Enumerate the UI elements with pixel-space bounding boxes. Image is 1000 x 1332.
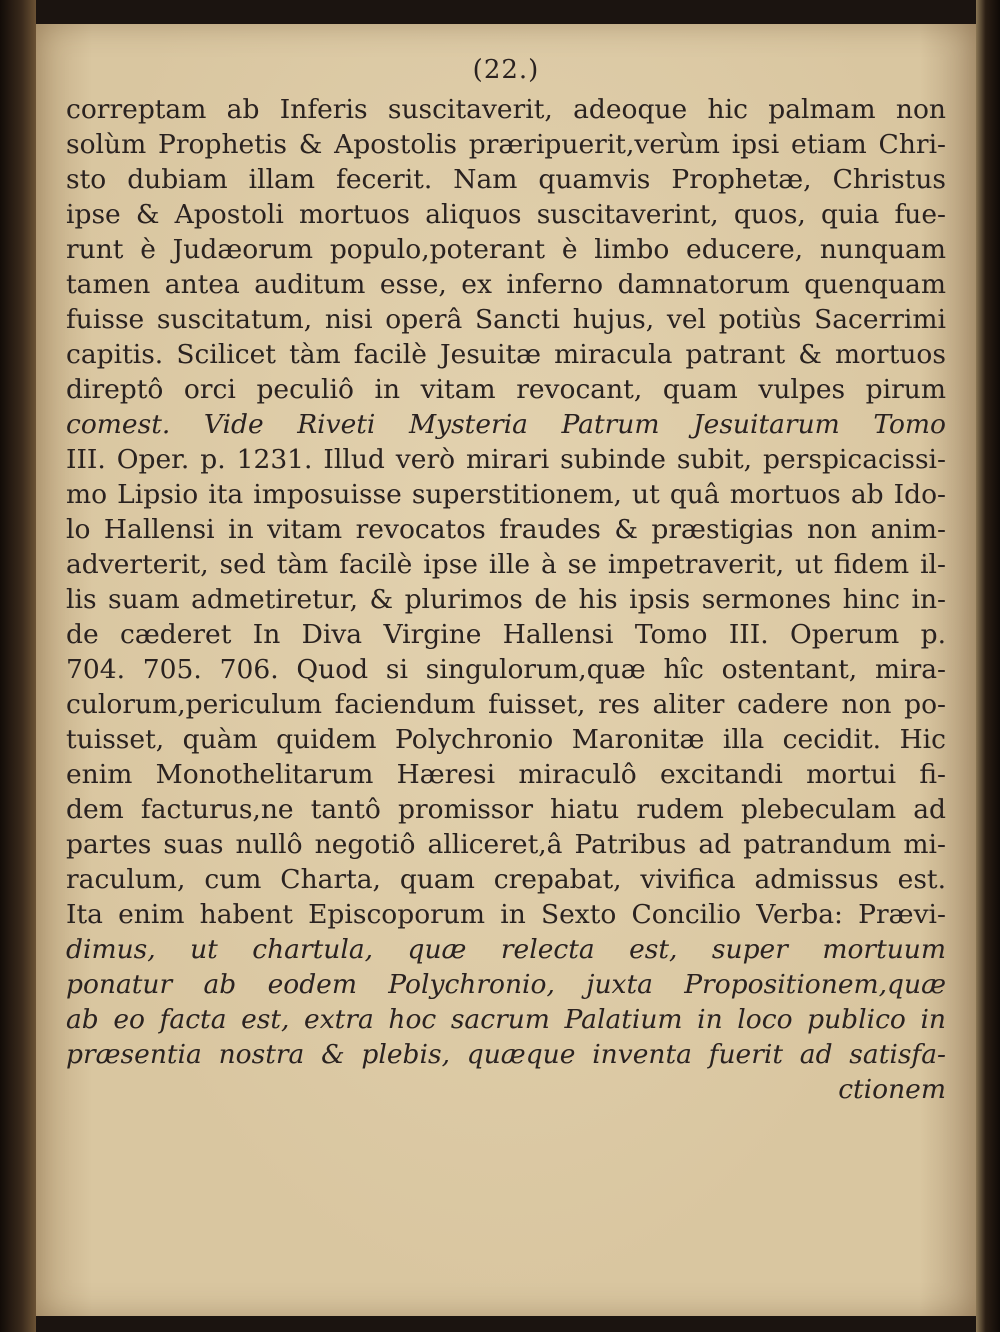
page-text-block — [66, 48, 946, 1107]
text-line: enim Monothelitarum Hæresi miraculô excitandi mortui fi- — [66, 759, 946, 790]
text-line: solùm Prophetis & Apostolis præripuerit,verùm ipsi etiam Chri- — [66, 129, 946, 160]
text-line: præsentia nostra & plebis, quæque inventa fuerit ad satisfa- — [66, 1039, 946, 1070]
text-line: correptam ab Inferis suscitaverit, adeoque hic palmam non — [66, 94, 946, 125]
text-line: direptô orci peculiô in vitam revocant, quam vulpes pirum — [66, 374, 946, 405]
text-line: 704. 705. 706. Quod si singulorum,quæ hîc ostentant, mira- — [66, 654, 946, 685]
text-line: partes suas nullô negotiô alliceret,â Patribus ad patrandum mi- — [66, 829, 946, 860]
text-line: dimus, ut chartula, quæ relecta est, super mortuum — [66, 934, 946, 965]
text-line: lo Hallensi in vitam revocatos fraudes & præstigias non anim- — [66, 514, 946, 545]
text-line: fuisse suscitatum, nisi operâ Sancti hujus, vel potiùs Sacerrimi — [66, 304, 946, 335]
text-line: de cæderet In Diva Virgine Hallensi Tomo III. Operum p. — [66, 619, 946, 650]
text-line: ab eo facta est, extra hoc sacrum Palatium in loco publico in — [66, 1004, 946, 1035]
text-line: comest. Vide Riveti Mysteria Patrum Jesuitarum Tomo — [66, 409, 946, 440]
text-line: mo Lipsio ita imposuisse superstitionem, ut quâ mortuos ab Ido- — [66, 479, 946, 510]
text-line: ipse & Apostoli mortuos aliquos suscitaverint, quos, quia fue- — [66, 199, 946, 230]
book-binding-left — [0, 0, 36, 1332]
text-line: ponatur ab eodem Polychronio, juxta Propositionem,quæ — [66, 969, 946, 1000]
text-line: dem facturus,ne tantô promissor hiatu rudem plebeculam ad — [66, 794, 946, 825]
text-line: Ita enim habent Episcoporum in Sexto Concilio Verba: Prævi- — [66, 899, 946, 930]
text-line: adverterit, sed tàm facilè ipse ille à se impetraverit, ut fidem il- — [66, 549, 946, 580]
text-line: runt è Judæorum populo,poterant è limbo educere, nunquam — [66, 234, 946, 265]
text-line: raculum, cum Charta, quam crepabat, vivifica admissus est. — [66, 864, 946, 895]
text-line: III. Oper. p. 1231. Illud verò mirari subinde subit, perspicacissi- — [66, 444, 946, 475]
text-line: culorum,periculum faciendum fuisset, res aliter cadere non po- — [66, 689, 946, 720]
text-line: tuisset, quàm quidem Polychronio Maronitæ illa cecidit. Hic — [66, 724, 946, 755]
text-line: sto dubiam illam fecerit. Nam quamvis Prophetæ, Christus — [66, 164, 946, 195]
text-line: lis suam admetiretur, & plurimos de his ipsis sermones hinc in- — [66, 584, 946, 615]
text-line: capitis. Scilicet tàm facilè Jesuitæ miracula patrant & mortuos — [66, 339, 946, 370]
text-line: tamen antea auditum esse, ex inferno damnatorum quenquam — [66, 269, 946, 300]
catchword: ctionem — [838, 1074, 946, 1105]
page-number: (22.) — [472, 55, 540, 85]
book-binding-right — [976, 0, 1000, 1332]
